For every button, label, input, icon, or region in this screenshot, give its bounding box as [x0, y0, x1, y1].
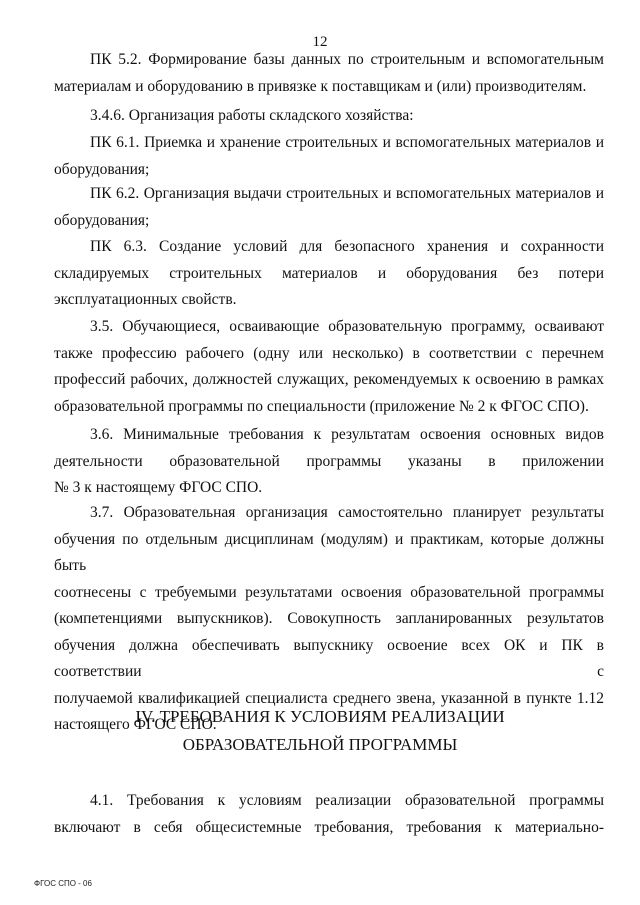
- text-line: включают в себя общесистемные требования, требования к материально-: [54, 818, 604, 836]
- text-line: ПК 5.2. Формирование базы данных по строительным и вспомогательным: [90, 51, 604, 68]
- text-line: (компетенциями выпускников). Совокупность запланированных результатов: [54, 610, 604, 627]
- text-line: оборудования;: [54, 211, 150, 229]
- text-line: 3.5. Обучающиеся, осваивающие образовательную программу, осваивают: [90, 318, 604, 335]
- text-line: образовательной программы по специальности (приложение № 2 к ФГОС СПО).: [54, 397, 589, 415]
- text-line: № 3 к настоящему ФГОС СПО.: [54, 479, 263, 496]
- text-line: обучения должна обеспечивать выпускнику освоение всех ОК и ПК в соответствии с: [54, 636, 604, 680]
- paragraph-pk-6-3: [54, 234, 604, 314]
- paragraph-4-1: [54, 788, 604, 841]
- text-line: ПК 6.1. Приемка и хранение строительных и вспомогательных материалов и: [90, 134, 604, 151]
- paragraph-pk-5-2: [54, 47, 604, 100]
- section-heading: [0, 703, 640, 759]
- text-line: получаемой квалификацией специалиста среднего звена, указанной в пункте 1.12: [54, 689, 604, 707]
- text-line: ПК 6.3. Создание условий для безопасного хранения и сохранности: [90, 238, 604, 255]
- page-number: 12: [312, 34, 328, 50]
- text-line: соотнесены с требуемыми результатами освоения образовательной программы: [54, 583, 604, 601]
- text-line: эксплуатационных свойств.: [54, 291, 237, 308]
- text-line: ПК 6.2. Организация выдачи строительных и вспомогательных материалов и: [90, 185, 604, 202]
- text-line: настоящего ФГОС СПО.: [54, 716, 217, 733]
- text-line: 3.7. Образовательная организация самостоятельно планирует результаты: [90, 504, 604, 521]
- document-footer: ФГОС СПО - 06: [34, 879, 92, 888]
- text-line: 3.4.6. Организация работы складского хозяйства:: [90, 107, 414, 124]
- section-heading-line-2: ОБРАЗОВАТЕЛЬНОЙ ПРОГРАММЫ: [182, 735, 458, 754]
- paragraph-pk-6-2: [54, 181, 604, 234]
- paragraph-pk-6-1: [54, 130, 604, 183]
- text-line: 3.6. Минимальные требования к результатам освоения основных видов: [90, 426, 604, 443]
- paragraph-3-6: [54, 422, 604, 502]
- text-line: также профессию рабочего (одну или несколько) в соответствии с перечнем: [54, 344, 604, 362]
- text-line: обучения по отдельным дисциплинам (модулям) и практикам, которые должны быть: [54, 530, 604, 574]
- paragraph-3-4-6: [54, 103, 604, 130]
- text-line: складируемых строительных материалов и оборудования без потери: [54, 264, 604, 282]
- paragraph-3-5: [54, 314, 604, 420]
- text-line: материалам и оборудованию в привязке к поставщикам и (или) производителям.: [54, 77, 587, 95]
- text-line: деятельности образовательной программы указаны в приложении: [54, 452, 604, 470]
- text-line: 4.1. Требования к условиям реализации образовательной программы: [90, 792, 604, 809]
- text-line: профессий рабочих, должностей служащих, рекомендуемых к освоению в рамках: [54, 371, 604, 388]
- section-heading-line-1: IV. ТРЕБОВАНИЯ К УСЛОВИЯМ РЕАЛИЗАЦИИ: [135, 707, 505, 726]
- text-line: оборудования;: [54, 160, 150, 178]
